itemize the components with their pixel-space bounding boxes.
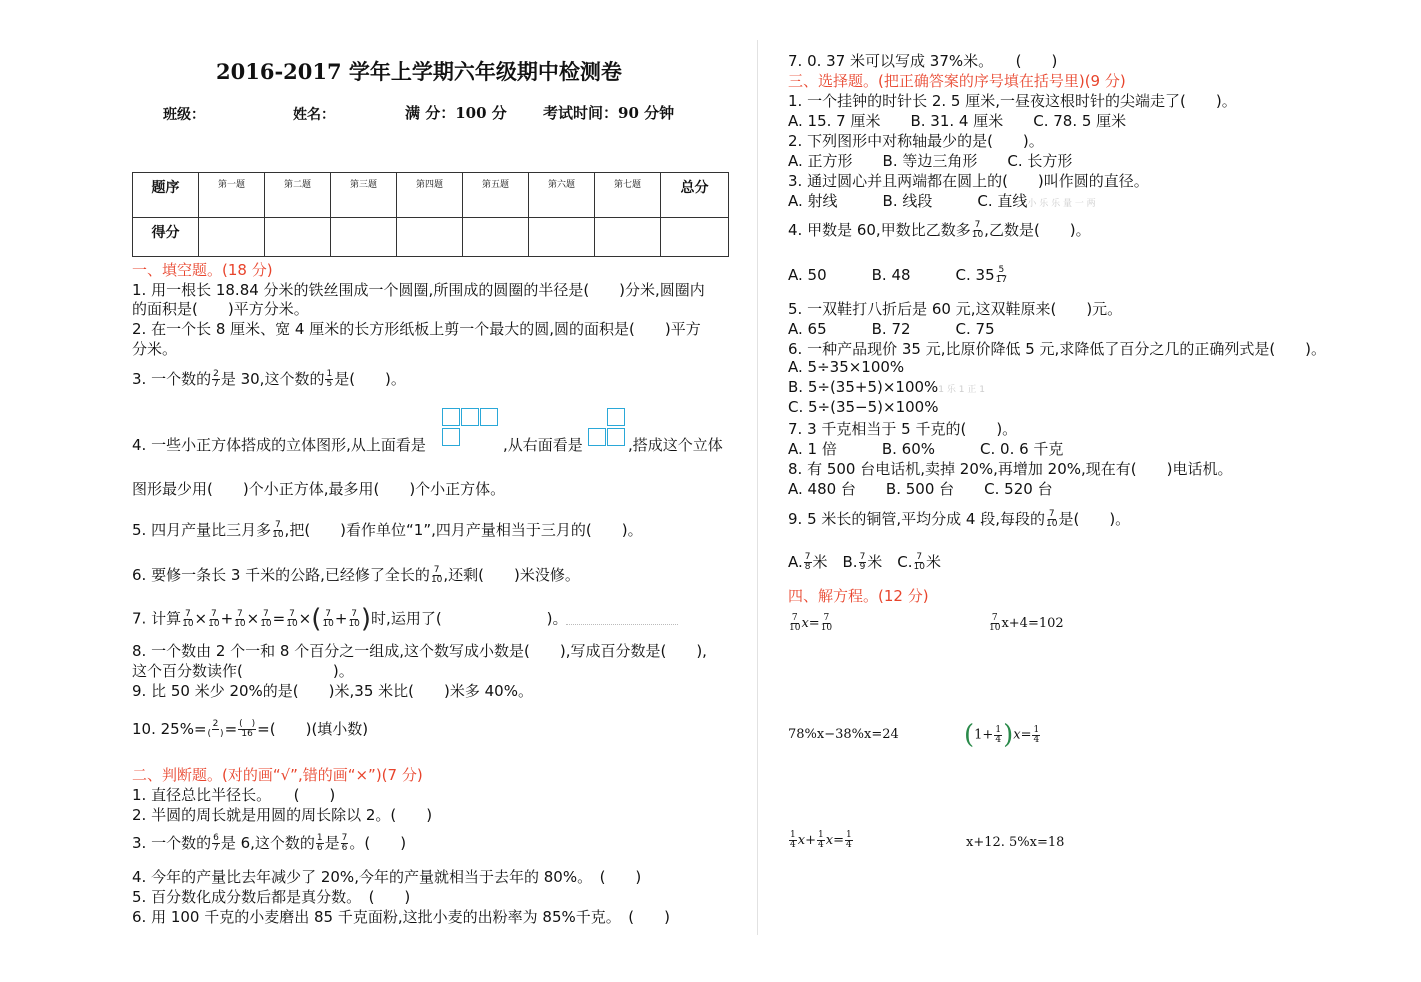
judge-q2: 2. 半圆的周长就是用圆的周长除以 2。( ) xyxy=(132,806,433,824)
fill-q5: 5. 四月产量比三月多 $\frac{7}{10}$ ,把( )看作单位“1”,四月产量相当于三月的( )。 xyxy=(132,520,643,540)
fill-q7: 7. 计算 $\frac{7}{10}$ × $\frac{7}{10}$ + $\frac{7}{10}$ × $\frac{7}{10}$ = $\frac{7}{10}$ ×( $\frac{7}{10}$ + $\frac{7}{10}$ )时,运用了( )。 xyxy=(132,604,568,634)
score-table xyxy=(132,172,729,257)
choice-q4-options: A. 50 B. 48 C. 35 $\frac{5}{17}$ xyxy=(788,265,1008,285)
score-cell[interactable] xyxy=(463,218,529,257)
score-row-label: 得分 xyxy=(133,218,199,257)
equation-1: $\frac{7}{10}$ x= $\frac{7}{10}$ xyxy=(789,613,833,633)
choice-q8-options: A. 480 台 B. 500 台 C. 520 台 xyxy=(788,480,1053,498)
choice-q7-options: A. 1 倍 B. 60% C. 0. 6 千克 xyxy=(788,440,1064,458)
class-label: 班级： xyxy=(163,107,205,123)
section3-heading: 三、选择题。(把正确答案的序号填在括号里)(9 分) xyxy=(788,72,1126,90)
fill-q9: 9. 比 50 米少 20%的是( )米,35 米比( )米多 40%。 xyxy=(132,682,533,700)
fill-q2-line2: 分米。 xyxy=(132,340,178,358)
choice-q8: 8. 有 500 台电话机,卖掉 20%,再增加 20%,现在有( )电话机。 xyxy=(788,460,1233,478)
score-cell[interactable] xyxy=(661,218,729,257)
table-header-cell: 第一题 xyxy=(199,173,265,218)
fill-q10: 10. 25%= 2 ( ) = ( ) 16 =( )(填小数) xyxy=(132,719,369,739)
judge-q5: 5. 百分数化成分数后都是真分数。 ( ) xyxy=(132,888,411,906)
score-cell[interactable] xyxy=(199,218,265,257)
faint-watermark-text: 1 乐 1 正 1 xyxy=(938,385,985,395)
table-header-cell: 第五题 xyxy=(463,173,529,218)
choice-q5: 5. 一双鞋打八折后是 60 元,这双鞋原来( )元。 xyxy=(788,300,1123,318)
choice-q1-options: A. 15. 7 厘米 B. 31. 4 厘米 C. 78. 5 厘米 xyxy=(788,112,1127,130)
judge-q6: 6. 用 100 千克的小麦磨出 85 千克面粉,这批小麦的出粉率为 85%千克。 ( ) xyxy=(132,908,670,926)
equation-3: 78%x−38%x=24 xyxy=(788,727,899,742)
faint-watermark-text: 小 乐 乐 量 一 两 xyxy=(1027,199,1096,209)
score-cell[interactable] xyxy=(397,218,463,257)
score-cell[interactable] xyxy=(529,218,595,257)
fill-q6: 6. 要修一条长 3 千米的公路,已经修了全长的 $\frac{7}{10}$ ,还剩( )米没修。 xyxy=(132,565,580,585)
table-header-cell: 第七题 xyxy=(595,173,661,218)
judge-q7: 7. 0. 37 米可以写成 37%米。 ( ) xyxy=(788,52,1058,70)
choice-q7: 7. 3 千克相当于 5 千克的( )。 xyxy=(788,420,1018,438)
fill-q1-line1: 1. 用一根长 18.84 分米的铁丝围成一个圆圈,所围成的圆圈的半径是( )分米,圆圈内 xyxy=(132,281,705,299)
choice-q5-options: A. 65 B. 72 C. 75 xyxy=(788,320,995,338)
choice-q1: 1. 一个挂钟的时针长 2. 5 厘米,一昼夜这根时针的尖端走了( )。 xyxy=(788,92,1237,110)
section1-heading: 一、填空题。(18 分) xyxy=(132,261,273,279)
fill-q4-part2: ,从右面看是 xyxy=(503,436,583,454)
dotted-line xyxy=(566,624,678,625)
table-header-cell: 总分 xyxy=(661,173,729,218)
table-header-cell: 第四题 xyxy=(397,173,463,218)
equation-6: x+12. 5%x=18 xyxy=(966,835,1065,850)
fill-q4-part4: 图形最少用( )个小正方体,最多用( )个小正方体。 xyxy=(132,480,506,498)
judge-q3: 3. 一个数的 $\frac{6}{7}$ 是 6,这个数的 $\frac{1}{6}$ 是 $\frac{7}{6}$ 。( ) xyxy=(132,833,407,853)
choice-q9-options: A. $\frac{7}{8}$ 米 B. $\frac{7}{9}$ 米 C. $\frac{7}{10}$ 米 xyxy=(788,552,942,572)
table-header-cell: 题序 xyxy=(133,173,199,218)
full-score-label: 满 分：100 分 xyxy=(405,104,507,122)
equation-5: $\frac{1}{4}$ x+ $\frac{1}{4}$ x= $\frac{1}{4}$ xyxy=(790,830,852,850)
choice-q6-option-c: C. 5÷(35−5)×100% xyxy=(788,398,939,416)
choice-q6-option-a: A. 5÷35×100% xyxy=(788,358,905,376)
fill-q8-line2: 这个百分数读作( )。 xyxy=(132,662,354,680)
table-header-cell: 第六题 xyxy=(529,173,595,218)
section4-heading: 四、解方程。(12 分) xyxy=(788,587,929,605)
fill-q8-line1: 8. 一个数由 2 个一和 8 个百分之一组成,这个数写成小数是( ),写成百分数是( ), xyxy=(132,642,707,660)
choice-q6-option-b: B. 5÷(35+5)×100%1 乐 1 正 1 xyxy=(788,378,985,396)
table-header-cell: 第三题 xyxy=(331,173,397,218)
equation-4: (1+ $\frac{1}{4}$ )x= $\frac{1}{4}$ xyxy=(964,720,1040,750)
choice-q3: 3. 通过圆心并且两端都在圆上的( )叫作圆的直径。 xyxy=(788,172,1149,190)
choice-q9: 9. 5 米长的铜管,平均分成 4 段,每段的 $\frac{7}{10}$ 是( )。 xyxy=(788,509,1131,529)
fill-q1-line2: 的面积是( )平方分米。 xyxy=(132,300,309,318)
judge-q1: 1. 直径总比半径长。 ( ) xyxy=(132,786,336,804)
choice-q3-options: A. 射线 B. 线段 C. 直线小 乐 乐 量 一 两 xyxy=(788,192,1096,210)
judge-q4: 4. 今年的产量比去年减少了 20%,今年的产量就相当于去年的 80%。 ( ) xyxy=(132,868,642,886)
page-title: 2016-2017 学年上学期六年级期中检测卷 xyxy=(216,59,622,84)
column-divider xyxy=(757,40,758,935)
exam-time-label: 考试时间：90 分钟 xyxy=(543,104,675,122)
fill-q4-part3: ,搭成这个立体 xyxy=(628,436,723,454)
section2-heading: 二、判断题。(对的画“√”,错的画“×”)(7 分) xyxy=(132,766,423,784)
choice-q6: 6. 一种产品现价 35 元,比原价降低 5 元,求降低了百分之几的正确列式是( )。 xyxy=(788,340,1327,358)
fill-q2-line1: 2. 在一个长 8 厘米、宽 4 厘米的长方形纸板上剪一个最大的圆,圆的面积是( )平方 xyxy=(132,320,701,338)
table-header-cell: 第二题 xyxy=(265,173,331,218)
equation-2: $\frac{7}{10}$ x+4=102 xyxy=(989,613,1064,633)
choice-q2: 2. 下列图形中对称轴最少的是( )。 xyxy=(788,132,1044,150)
fill-q4-part1: 4. 一些小正方体搭成的立体图形,从上面看是 xyxy=(132,436,426,454)
choice-q4: 4. 甲数是 60,甲数比乙数多 $\frac{7}{10}$ ,乙数是( )。 xyxy=(788,220,1091,240)
score-cell[interactable] xyxy=(331,218,397,257)
score-cell[interactable] xyxy=(265,218,331,257)
choice-q2-options: A. 正方形 B. 等边三角形 C. 长方形 xyxy=(788,152,1073,170)
score-cell[interactable] xyxy=(595,218,661,257)
fill-q3: 3. 一个数的 $\frac{2}{7}$ 是 30,这个数的 $\frac{1}{5}$ 是( )。 xyxy=(132,369,406,389)
name-label: 姓名： xyxy=(293,107,335,123)
